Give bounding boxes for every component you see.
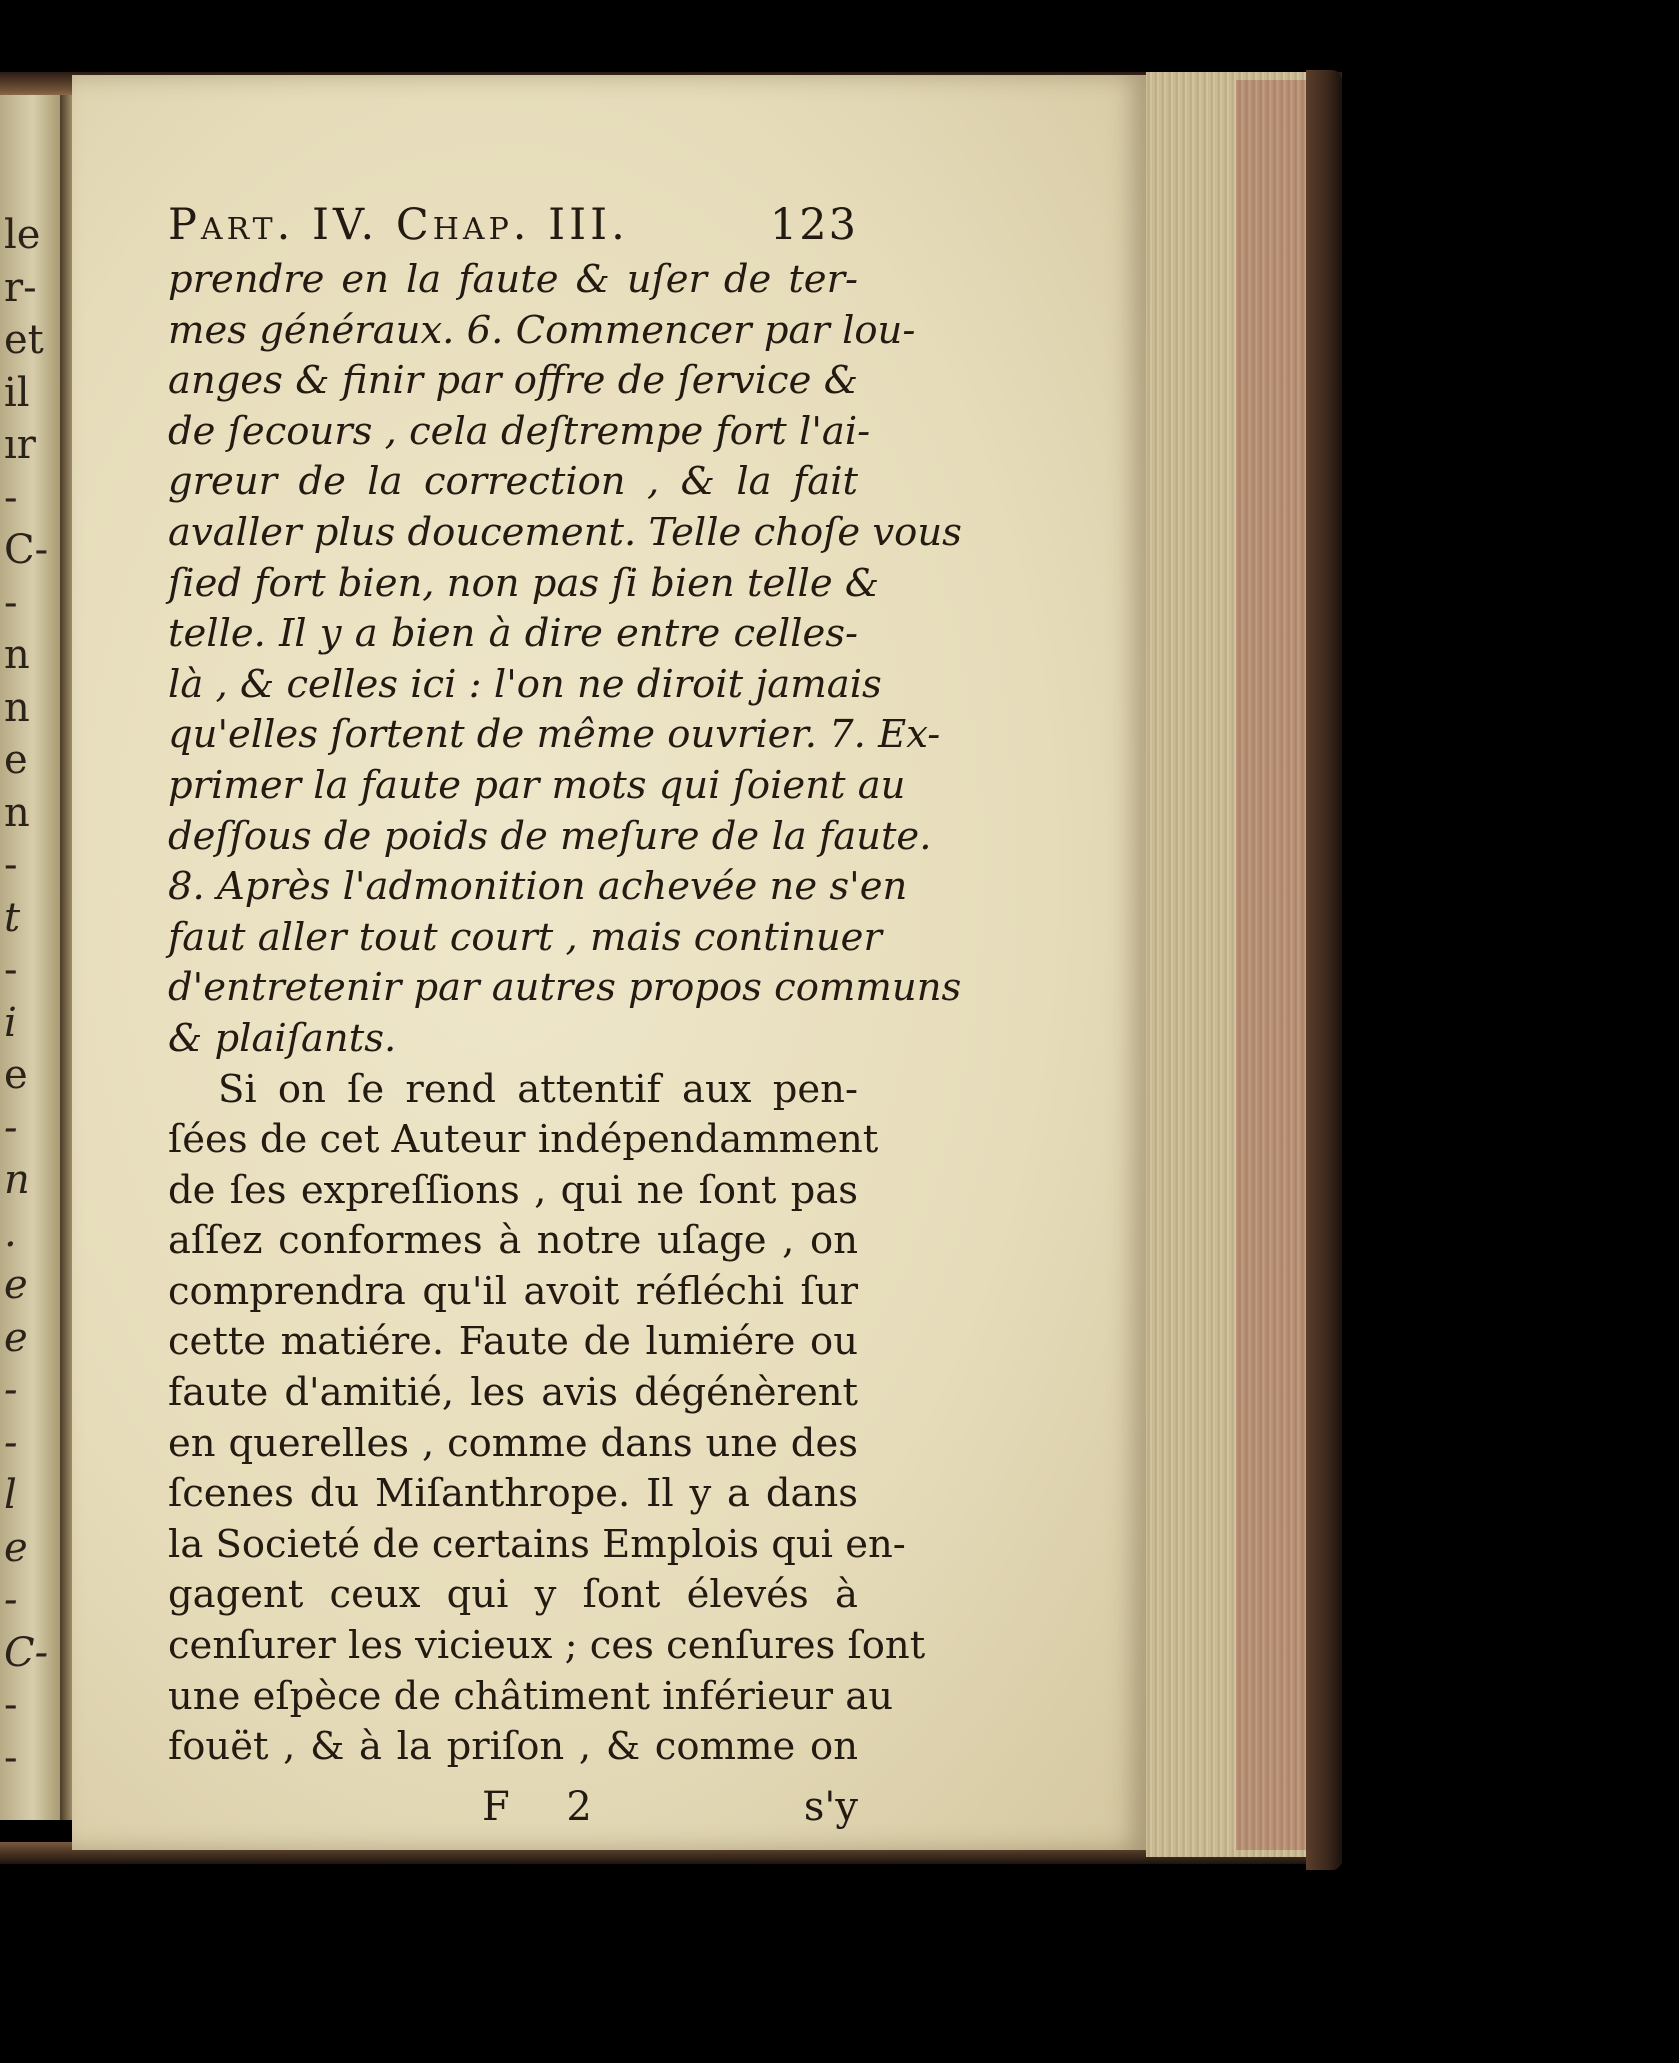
previous-page-fragment: e [4, 1052, 28, 1098]
previous-page-fragment: - [4, 1104, 18, 1151]
text-line: là , & celles ici : l'on ne diroit jamais [168, 661, 882, 707]
previous-page-fragment: n [4, 684, 30, 731]
previous-page-fragment: le [4, 212, 41, 258]
text-line: prendre en la faute & uſer de ter- [168, 257, 858, 302]
text-line: deſſous de poids de meſure de la faute. [168, 813, 932, 859]
previous-page-fragment: - [4, 474, 18, 521]
page-text-block [168, 195, 962, 1837]
text-line: 8. Après l'admonition achevée ne s'en [168, 864, 908, 910]
previous-page-fragment: il [4, 369, 30, 416]
text-line: la Societé de certains Emplois qui en- [168, 1521, 906, 1567]
previous-page-fragment: et [4, 317, 44, 363]
previous-page-fragment: e [4, 1314, 28, 1361]
previous-page-fragment: t [4, 894, 21, 941]
previous-page-fragment: - [4, 842, 18, 888]
previous-page-fragment: - [4, 1682, 18, 1728]
catchword: s'y [803, 1783, 858, 1830]
text-line: avaller plus doucement. Telle choſe vous [168, 509, 962, 555]
page-number: 123 [769, 200, 858, 250]
previous-page-fragment: - [4, 579, 18, 626]
text-line: cette matiére. Faute de lumiére ou [168, 1319, 858, 1365]
text-line: Si on ſe rend attentif aux pen- [218, 1066, 858, 1112]
previous-page-fragment: . [4, 1209, 17, 1256]
roman-paragraph [168, 1065, 926, 1773]
signature-mark: F 2 [481, 1783, 614, 1830]
book-cover-side-edge [1306, 70, 1342, 1870]
previous-page-fragment: l [4, 1472, 17, 1518]
text-line: & plaiſants. [168, 1015, 397, 1061]
text-line: en querelles , comme dans une des [168, 1420, 858, 1466]
previous-page-fragment: e [4, 1524, 28, 1571]
text-line: comprendra qu'il avoit réfléchi ſur [168, 1268, 858, 1314]
italic-paragraph [168, 255, 962, 1065]
previous-page-fragment: i [4, 999, 17, 1046]
text-line: anges & finir par offre de ſervice & [168, 358, 858, 404]
text-line: ſcenes du Miſanthrope. Il y a dans [168, 1471, 858, 1517]
previous-page-sliver [0, 95, 62, 1820]
text-line: cenſurer les vicieux ; ces cenſures ſont [168, 1623, 926, 1669]
previous-page-fragment: - [4, 1734, 18, 1781]
text-line: de ſes expreſſions , qui ne ſont pas [168, 1167, 858, 1213]
previous-page-fragment: n [4, 789, 30, 836]
previous-page-fragment: ır [4, 422, 36, 468]
previous-page-fragment: e [4, 1262, 28, 1308]
text-line: d'entretenir par autres propos communs [168, 965, 962, 1011]
previous-page-fragment: C- [4, 1629, 49, 1676]
previous-page-fragment: e [4, 737, 28, 783]
text-line: aſſez conformes à notre uſage , on [168, 1218, 858, 1264]
previous-page-fragment: - [4, 947, 18, 993]
previous-page-fragment: n [4, 632, 30, 678]
previous-page-fragment: C- [4, 527, 49, 573]
text-line: qu'elles ſortent de même ouvrier. 7. Ex- [168, 712, 941, 758]
previous-page-fragment: - [4, 1367, 18, 1413]
text-line: telle. Il y a bien à dire entre celles- [168, 611, 858, 657]
text-line: gagent ceux qui y ſont élevés à [168, 1572, 858, 1618]
text-line: ſées de cet Auteur indépendamment [168, 1117, 879, 1163]
previous-page-fragment: - [4, 1577, 18, 1623]
text-line: une eſpèce de châtiment inférieur au [168, 1673, 894, 1719]
previous-page-fragment: n [4, 1157, 30, 1203]
binding-gutter [60, 95, 72, 1820]
text-line: faute d'amitié, les avis dégénèrent [168, 1370, 858, 1416]
previous-page-fragment: r- [4, 264, 37, 311]
page-fore-edge-red-sprinkle [1236, 80, 1306, 1850]
text-line: mes généraux. 6. Commencer par lou- [168, 307, 916, 353]
page-header [168, 195, 858, 255]
text-line: fouët , & à la priſon , & comme on [168, 1724, 858, 1770]
previous-page-fragment: - [4, 1419, 18, 1466]
page-footer [168, 1777, 858, 1837]
text-line: faut aller tout court , mais continuer [168, 914, 882, 960]
running-head: Part. IV. Chap. III. [168, 200, 629, 250]
text-line: greur de la correction , & la fait [168, 459, 858, 505]
text-line: de ſecours , cela deſtrempe fort l'ai- [168, 408, 871, 454]
text-line: ſied fort bien, non pas ſi bien telle & [168, 560, 880, 606]
text-line: primer la faute par mots qui ſoient au [168, 762, 906, 808]
